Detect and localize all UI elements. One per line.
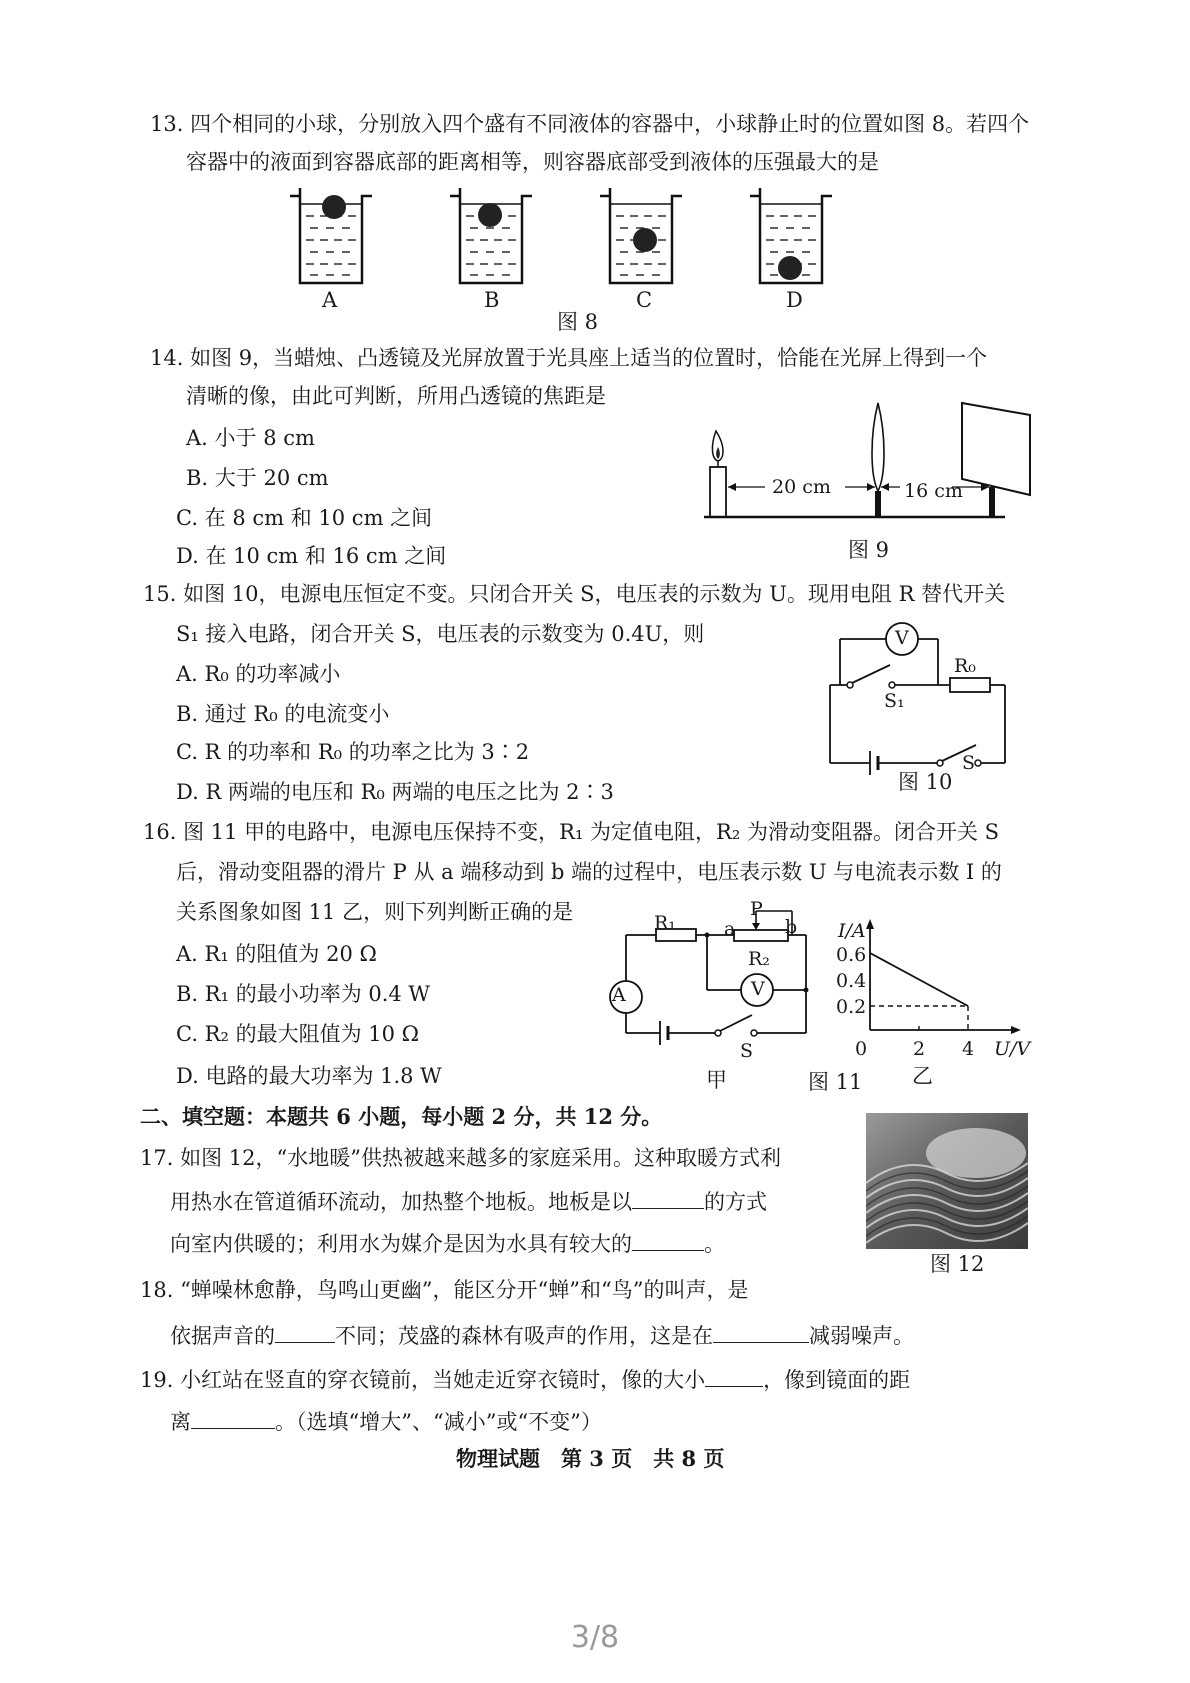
q15-voltmeter-label: V [895, 627, 909, 649]
figure-8 [280, 180, 860, 330]
fig11-sub-right: 乙 [912, 1064, 933, 1088]
graph-ytick-0.2: 0.2 [836, 996, 867, 1018]
graph-xtick-2: 2 [913, 1038, 926, 1060]
q17-line3: 向室内供暖的；利用水为媒介是因为水具有较大的 。 [170, 1232, 725, 1256]
q14-line1: 14. 如图 9，当蜡烛、凸透镜及光屏放置于光具座上适当的位置时，恰能在光屏上得到一个 [150, 346, 988, 370]
label-a: A [322, 288, 338, 312]
rheostat-r2-icon [734, 930, 788, 941]
resistor-r0-icon [950, 678, 990, 692]
q17-blank-1[interactable] [632, 1188, 704, 1209]
q16-p-label: P [750, 898, 763, 920]
q19-blank-1[interactable] [705, 1366, 763, 1387]
q16-ammeter-label: A [612, 984, 626, 1006]
q15-s-label: S [962, 752, 976, 774]
q16-r1-label: R₁ [654, 912, 676, 934]
q16-s-label: S [740, 1040, 754, 1062]
dist-16cm: 16 cm [904, 480, 963, 502]
q15-line1: 15. 如图 10，电源电压恒定不变。只闭合开关 S，电压表的示数为 U。现用电阻 R 替代开关 [143, 582, 1006, 606]
convex-lens-icon [872, 403, 884, 491]
dist-20cm: 20 cm [772, 476, 831, 498]
q17-line1: 17. 如图 12，“水地暖”供热被越来越多的家庭采用。这种取暖方式利 [140, 1146, 781, 1170]
q15-r0-label: R₀ [954, 655, 976, 677]
label-b: B [484, 288, 500, 312]
graph-ytick-0.6: 0.6 [836, 944, 867, 966]
q16-line1: 16. 图 11 甲的电路中，电源电压保持不变，R₁ 为定值电阻，R₂ 为滑动变阻器。闭合开关 S [143, 820, 1000, 844]
page-footer: 物理试题 第 3 页 共 8 页 [456, 1446, 725, 1471]
q13-line1: 13. 四个相同的小球，分别放入四个盛有不同液体的容器中，小球静止时的位置如图 8。若四个 [150, 112, 1030, 136]
q16-voltmeter-label: V [751, 978, 765, 1000]
q15-line2: S₁ 接入电路，闭合开关 S，电压表的示数变为 0.4U，则 [176, 622, 705, 646]
q17-blank-2[interactable] [632, 1230, 704, 1251]
graph-line [870, 953, 968, 1006]
slider-p-icon [752, 923, 760, 930]
switch-s-icon [720, 1015, 752, 1031]
q18-blank-1[interactable] [275, 1322, 335, 1343]
candle-icon [710, 467, 726, 517]
q15-option-c: C. R 的功率和 R₀ 的功率之比为 3∶2 [176, 740, 530, 764]
fig10-caption: 图 10 [898, 770, 953, 794]
q16-line3: 关系图象如图 11 乙，则下列判断正确的是 [176, 900, 574, 924]
q15-option-d: D. R 两端的电压和 R₀ 两端的电压之比为 2∶3 [176, 780, 614, 804]
page-counter: 3/8 [570, 1620, 620, 1655]
switch-s1-icon [852, 665, 890, 683]
q18-line2: 依据声音的 不同；茂盛的森林有吸声的作用，这是在 减弱噪声。 [170, 1324, 914, 1348]
q15-option-a: A. R₀ 的功率减小 [176, 662, 341, 686]
q13-line2: 容器中的液面到容器底部的距离相等，则容器底部受到液体的压强最大的是 [186, 150, 879, 174]
q15-s1-label: S₁ [884, 690, 905, 712]
q16-option-c: C. R₂ 的最大阻值为 10 Ω [176, 1022, 420, 1046]
beaker-c [600, 188, 682, 283]
graph-xlabel: U/V [994, 1038, 1031, 1060]
fig11-sub-left: 甲 [706, 1068, 727, 1092]
q14-line2: 清晰的像，由此可判断，所用凸透镜的焦距是 [186, 384, 606, 408]
light-screen-icon [962, 403, 1030, 495]
q16-line2: 后，滑动变阻器的滑片 P 从 a 端移动到 b 端的过程中，电压表示数 U 与电流表示数 I 的 [176, 860, 1002, 884]
fig11-caption: 图 11 [808, 1070, 863, 1094]
q14-option-b: B. 大于 20 cm [186, 466, 329, 490]
graph-ytick-0.4: 0.4 [836, 970, 867, 992]
q14-option-a: A. 小于 8 cm [186, 426, 315, 450]
q16-a-label: a [724, 918, 736, 940]
figure-10-circuit [820, 615, 1020, 795]
q16-option-d: D. 电路的最大功率为 1.8 W [176, 1064, 442, 1088]
label-d: D [786, 288, 803, 312]
q16-option-a: A. R₁ 的阻值为 20 Ω [176, 942, 377, 966]
q18-line1: 18. “蝉噪林愈静，鸟鸣山更幽”，能区分开“蝉”和“鸟”的叫声，是 [140, 1278, 749, 1302]
q19-blank-2[interactable] [191, 1408, 275, 1429]
q19-line2: 离 。（选填“增大”、“减小”或“不变”） [170, 1410, 602, 1434]
q17-line2: 用热水在管道循环流动，加热整个地板。地板是以 的方式 [170, 1190, 767, 1214]
q14-option-d: D. 在 10 cm 和 16 cm 之间 [176, 544, 447, 568]
q18-blank-2[interactable] [713, 1322, 809, 1343]
graph-ylabel: I/A [838, 920, 866, 942]
fig12-caption: 图 12 [930, 1252, 985, 1276]
beaker-a [290, 188, 372, 283]
fig8-caption: 图 8 [557, 310, 599, 334]
graph-xtick-0: 0 [855, 1038, 868, 1060]
fig9-caption: 图 9 [848, 538, 890, 562]
figure-9 [700, 395, 1040, 525]
q16-b-label: b [785, 916, 798, 938]
section-2-heading: 二、填空题：本题共 6 小题，每小题 2 分，共 12 分。 [140, 1104, 663, 1129]
q16-r2-label: R₂ [748, 948, 770, 970]
beaker-b [450, 188, 532, 283]
q14-option-c: C. 在 8 cm 和 10 cm 之间 [176, 506, 433, 530]
label-c: C [636, 288, 653, 312]
floor-heating-photo [866, 1113, 1028, 1249]
graph-xtick-4: 4 [962, 1038, 975, 1060]
q16-option-b: B. R₁ 的最小功率为 0.4 W [176, 982, 431, 1006]
q19-line1: 19. 小红站在竖直的穿衣镜前，当她走近穿衣镜时，像的大小 ，像到镜面的距 [140, 1368, 911, 1392]
q15-option-b: B. 通过 R₀ 的电流变小 [176, 702, 390, 726]
beaker-d [750, 188, 832, 283]
